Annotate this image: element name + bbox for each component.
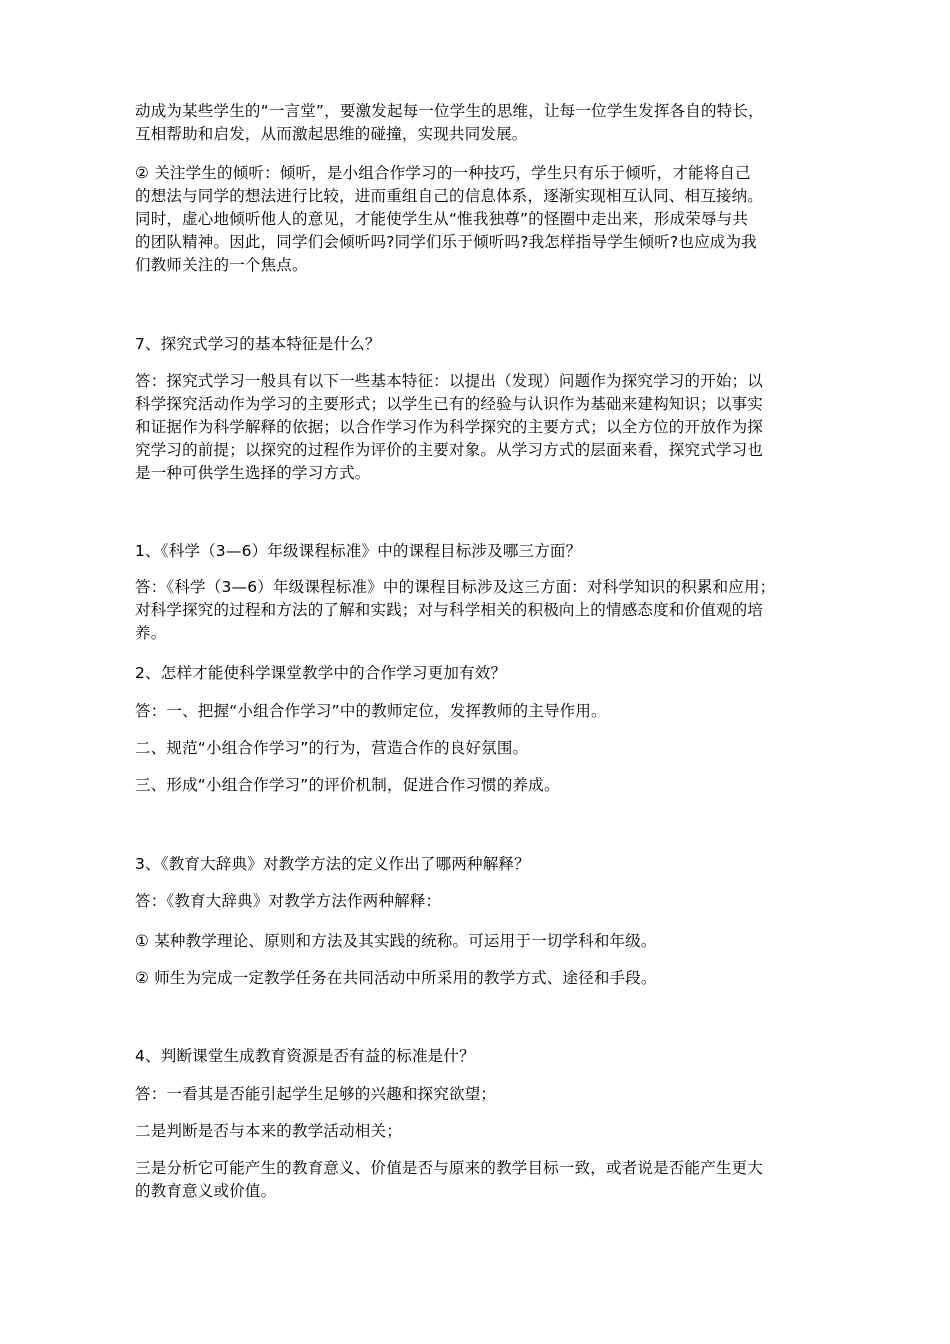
- answer-3-item-1: ① 某种教学理论、原则和方法及其实践的统称。可运用于一切学科和年级。: [135, 932, 657, 950]
- answer-3-item-2: ② 师生为完成一定教学任务在共同活动中所采用的教学方式、途径和手段。: [135, 969, 657, 987]
- answer-4-line-2: 二是判断是否与本来的教学活动相关；: [135, 1122, 402, 1140]
- paragraph-group-discussion: 动成为某些学生的“一言堂”，要激发起每一位学生的思维，让每一位学生发挥各自的特长， 互相帮助和启发，从而激起思维的碰撞，实现共同发展。: [135, 102, 764, 143]
- answer-2-line-2: 二、规范“小组合作学习”的行为，营造合作的良好氛围。: [135, 739, 529, 757]
- question-7: 7、探究式学习的基本特征是什么？: [135, 335, 381, 353]
- question-4: 4、判断课堂生成教育资源是否有益的标准是什？: [135, 1047, 475, 1065]
- answer-1: 答：《科学（3—6）年级课程标准》中的课程目标涉及这三方面：对科学知识的积累和应用； 对科学探究的过程和方法的了解和实践；对与科学相关的积极向上的情感态度和价值观的培 养。: [135, 578, 776, 642]
- answer-4-line-3: 三是分析它可能产生的教育意义、价值是否与原来的教学目标一致，或者说是否能产生更大 的教育意义或价值。: [135, 1159, 764, 1200]
- paragraph-listening: ② 关注学生的倾听：倾听，是小组合作学习的一种技巧，学生只有乐于倾听，才能将自己 的想法与同学的想法进行比较，进而重组自己的信息体系，逐渐实现相互认同、相互接纳。 同时，虚心地倾听他人的意见，才能使学生从“惟我独尊”的怪圈中走出来，形成荣辱与共 的团队精神。因此，同学们会倾听吗?同学们乐于倾听吗?我怎样指导学生倾听?也应成为我 们教师关注的一个焦点。: [135, 164, 764, 274]
- answer-4-line-1: 答：一看其是否能引起学生足够的兴趣和探究欲望；: [135, 1085, 497, 1103]
- question-2: 2、怎样才能使科学课堂教学中的合作学习更加有效？: [135, 664, 507, 682]
- question-3: 3、《教育大辞典》对教学方法的定义作出了哪两种解释？: [135, 855, 530, 873]
- answer-3-intro: 答：《教育大辞典》对教学方法作两种解释：: [135, 892, 442, 910]
- answer-2-line-3: 三、形成“小组合作学习”的评价机制，促进合作习惯的养成。: [135, 776, 560, 794]
- answer-2-line-1: 答：一、把握“小组合作学习”中的教师定位，发挥教师的主导作用。: [135, 702, 607, 720]
- question-1: 1、《科学（3—6）年级课程标准》中的课程目标涉及哪三方面？: [135, 542, 582, 560]
- answer-7: 答：探究式学习一般具有以下一些基本特征：以提出（发现）问题作为探究学习的开始；以 科学探究活动作为学习的主要形式；以学生已有的经验与认识作为基础来建构知识；以事实 和证据作为科学解释的依据；以合作学习作为科学探究的主要方式；以全方位的开放作为探 究学习的前提；以探究的过程作为评价的主要对象。从学习方式的层面来看，探究式学习也 是一种可供学生选择的学习方式。: [135, 372, 764, 482]
